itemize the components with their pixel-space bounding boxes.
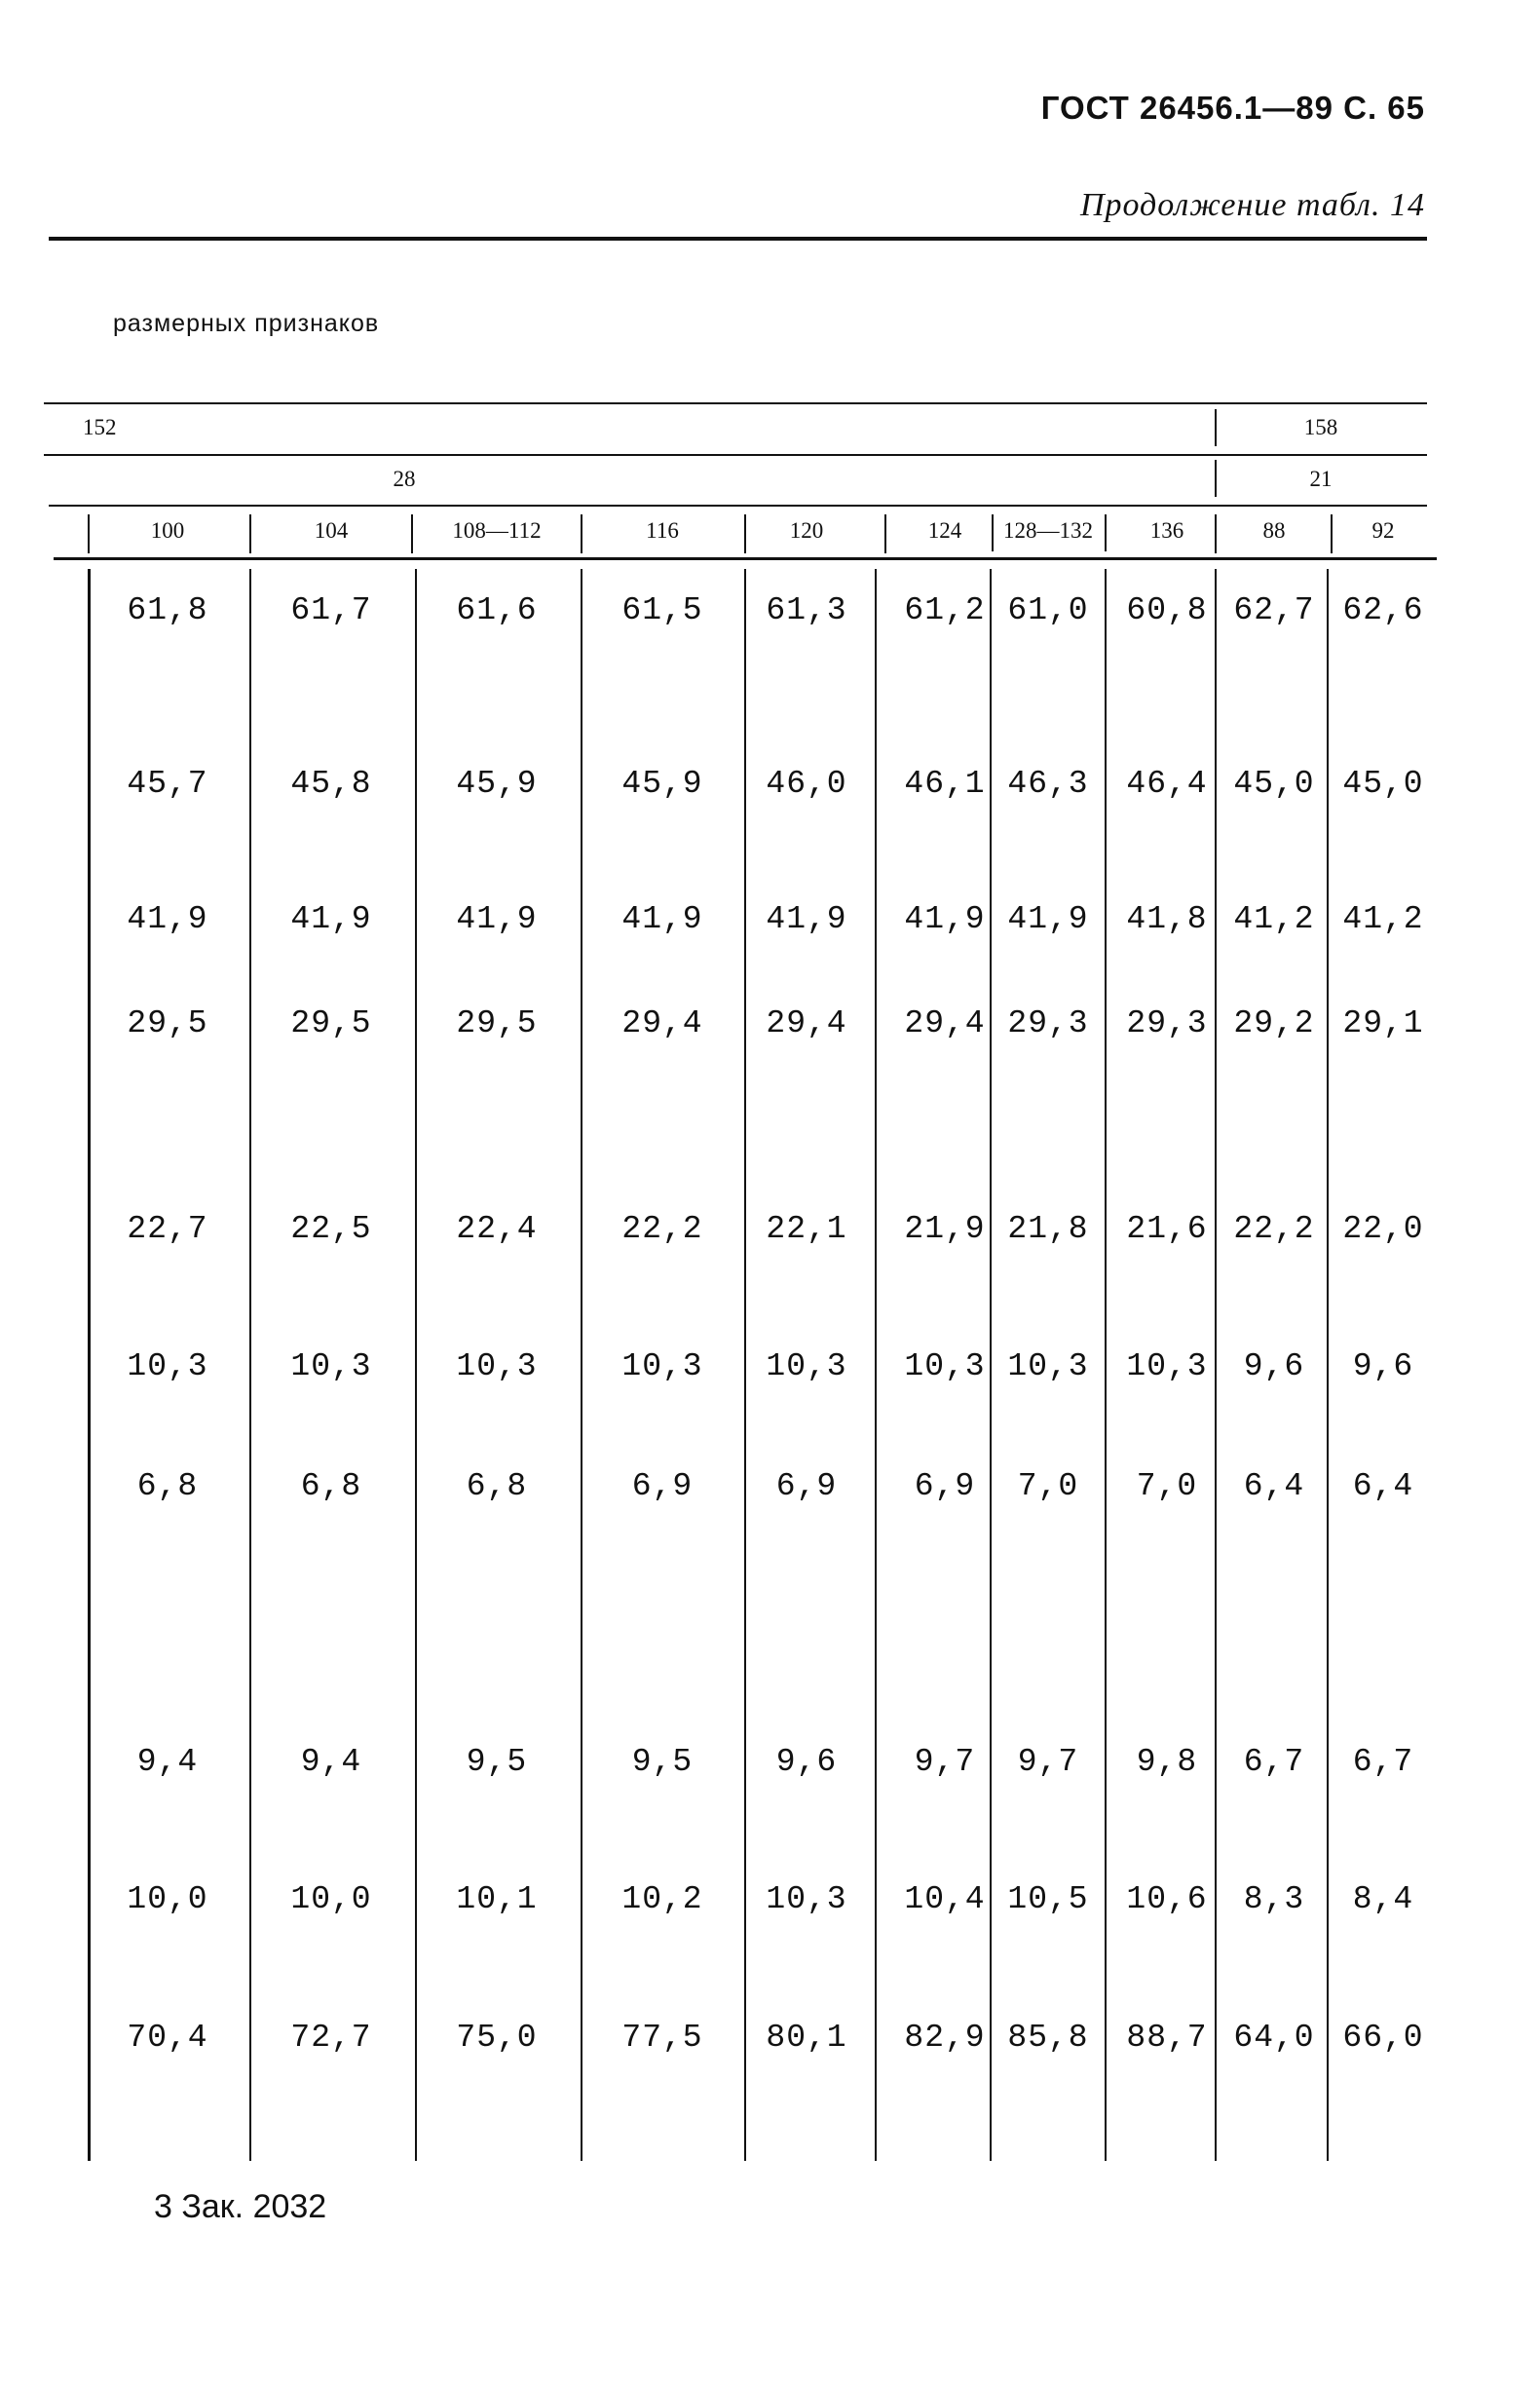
table-cell: 9,7 [1017, 1744, 1079, 1780]
subgroup-28: 28 [393, 467, 416, 491]
table-cell: 9,4 [300, 1744, 362, 1780]
column-header-separator [88, 514, 90, 553]
table-cell: 82,9 [904, 2020, 986, 2056]
table-cell: 46,3 [1007, 766, 1089, 802]
table-cell: 66,0 [1342, 2020, 1424, 2056]
table-cell: 7,0 [1017, 1468, 1079, 1504]
table-cell: 6,8 [136, 1468, 199, 1504]
table-cell: 6,9 [631, 1468, 694, 1504]
table-cell: 64,0 [1233, 2020, 1315, 2056]
table-rule-groups [44, 454, 1427, 456]
table-cell: 29,5 [290, 1005, 372, 1041]
table-cell: 6,7 [1243, 1744, 1305, 1780]
table-cell: 41,9 [290, 901, 372, 937]
table-cell: 60,8 [1126, 592, 1208, 628]
column-header-separator [411, 514, 413, 553]
table-cell: 22,1 [766, 1211, 847, 1247]
section-caption: размерных признаков [113, 310, 380, 337]
table-cell: 61,5 [621, 592, 703, 628]
table-cell: 22,7 [127, 1211, 208, 1247]
table-cell: 10,3 [127, 1348, 208, 1384]
table-cell: 29,4 [621, 1005, 703, 1041]
table-cell: 46,1 [904, 766, 986, 802]
page-header: ГОСТ 26456.1—89 С. 65 [1040, 90, 1425, 126]
table-cell: 61,2 [904, 592, 986, 628]
column-separator [415, 569, 417, 2161]
height-group-152: 152 [83, 415, 117, 439]
column-header: 100 [150, 518, 185, 543]
table-cell: 10,3 [621, 1348, 703, 1384]
table-cell: 9,7 [914, 1744, 976, 1780]
table-cell: 10,0 [127, 1881, 208, 1917]
table-rule-subgroups [49, 505, 1427, 507]
table-cell: 45,0 [1342, 766, 1424, 802]
table-cell: 61,6 [456, 592, 538, 628]
column-header: 128—132 [1003, 518, 1093, 543]
table-cell: 9,5 [466, 1744, 528, 1780]
table-cell: 10,5 [1007, 1881, 1089, 1917]
table-cell: 41,9 [456, 901, 538, 937]
table-cell: 22,5 [290, 1211, 372, 1247]
table-cell: 41,9 [621, 901, 703, 937]
table-cell: 6,9 [775, 1468, 838, 1504]
column-separator [581, 569, 582, 2161]
column-header: 136 [1149, 518, 1184, 543]
table-cell: 10,3 [456, 1348, 538, 1384]
table-cell: 61,7 [290, 592, 372, 628]
table-cell: 61,3 [766, 592, 847, 628]
table-cell: 45,9 [621, 766, 703, 802]
table-cell: 7,0 [1136, 1468, 1198, 1504]
table-cell: 29,4 [904, 1005, 986, 1041]
table-cell: 22,4 [456, 1211, 538, 1247]
column-header: 88 [1262, 518, 1286, 543]
table-cell: 41,8 [1126, 901, 1208, 937]
table-cell: 9,6 [1243, 1348, 1305, 1384]
table-cell: 10,0 [290, 1881, 372, 1917]
table-cell: 77,5 [621, 2020, 703, 2056]
table-cell: 29,4 [766, 1005, 847, 1041]
table-cell: 45,8 [290, 766, 372, 802]
column-header: 92 [1371, 518, 1395, 543]
table-cell: 29,5 [127, 1005, 208, 1041]
table-cell: 10,3 [904, 1348, 986, 1384]
height-group-158: 158 [1303, 415, 1338, 439]
table-cell: 9,4 [136, 1744, 199, 1780]
table-cell: 72,7 [290, 2020, 372, 2056]
column-header-separator [249, 514, 251, 553]
column-header: 104 [314, 518, 349, 543]
table-cell: 9,6 [775, 1744, 838, 1780]
table-cell: 29,5 [456, 1005, 538, 1041]
table-cell: 46,4 [1126, 766, 1208, 802]
table-continuation-label: Продолжение табл. 14 [1079, 187, 1425, 223]
table-cell: 41,9 [766, 901, 847, 937]
column-header-separator [744, 514, 746, 553]
table-cell: 8,4 [1352, 1881, 1414, 1917]
table-cell: 41,2 [1233, 901, 1315, 937]
column-separator [88, 569, 91, 2161]
table-cell: 70,4 [127, 2020, 208, 2056]
table-cell: 22,0 [1342, 1211, 1424, 1247]
table-cell: 61,0 [1007, 592, 1089, 628]
table-cell: 10,3 [290, 1348, 372, 1384]
column-separator [249, 569, 251, 2161]
table-cell: 9,8 [1136, 1744, 1198, 1780]
table-cell: 22,2 [621, 1211, 703, 1247]
table-cell: 29,1 [1342, 1005, 1424, 1041]
table-cell: 9,6 [1352, 1348, 1414, 1384]
header-separator [1215, 409, 1217, 446]
table-cell: 45,9 [456, 766, 538, 802]
table-cell: 10,3 [1126, 1348, 1208, 1384]
table-cell: 41,9 [127, 901, 208, 937]
table-cell: 45,7 [127, 766, 208, 802]
table-cell: 29,3 [1126, 1005, 1208, 1041]
table-cell: 62,7 [1233, 592, 1315, 628]
column-header: 108—112 [452, 518, 542, 543]
table-cell: 41,9 [904, 901, 986, 937]
table-cell: 80,1 [766, 2020, 847, 2056]
table-cell: 75,0 [456, 2020, 538, 2056]
table-cell: 6,8 [466, 1468, 528, 1504]
table-cell: 61,8 [127, 592, 208, 628]
table-cell: 41,9 [1007, 901, 1089, 937]
table-cell: 45,0 [1233, 766, 1315, 802]
header-separator [1215, 460, 1217, 497]
column-header: 116 [646, 518, 679, 543]
table-cell: 10,2 [621, 1881, 703, 1917]
table-cell: 9,5 [631, 1744, 694, 1780]
table-cell: 62,6 [1342, 592, 1424, 628]
table-cell: 22,2 [1233, 1211, 1315, 1247]
table-cell: 46,0 [766, 766, 847, 802]
column-header-separator [581, 514, 582, 553]
table-cell: 10,3 [766, 1348, 847, 1384]
table-cell: 41,2 [1342, 901, 1424, 937]
table-cell: 8,3 [1243, 1881, 1305, 1917]
table-cell: 10,3 [1007, 1348, 1089, 1384]
table-cell: 6,7 [1352, 1744, 1414, 1780]
table-cell: 21,6 [1126, 1211, 1208, 1247]
column-header: 120 [789, 518, 824, 543]
table-cell: 10,3 [766, 1881, 847, 1917]
top-rule [49, 237, 1427, 241]
table-cell: 29,3 [1007, 1005, 1089, 1041]
subgroup-21: 21 [1309, 467, 1333, 491]
table-cell: 6,9 [914, 1468, 976, 1504]
table-rule-top [44, 402, 1427, 404]
table-cell: 85,8 [1007, 2020, 1089, 2056]
table-cell: 6,4 [1243, 1468, 1305, 1504]
table-cell: 6,4 [1352, 1468, 1414, 1504]
table-cell: 10,6 [1126, 1881, 1208, 1917]
table-cell: 10,1 [456, 1881, 538, 1917]
table-cell: 21,8 [1007, 1211, 1089, 1247]
table-cell: 6,8 [300, 1468, 362, 1504]
footer-note: 3 Зак. 2032 [154, 2188, 327, 2225]
table-rule-columns [54, 557, 1437, 560]
table-cell: 21,9 [904, 1211, 986, 1247]
table-cell: 10,4 [904, 1881, 986, 1917]
column-header: 124 [927, 518, 962, 543]
table-cell: 88,7 [1126, 2020, 1208, 2056]
table-cell: 29,2 [1233, 1005, 1315, 1041]
